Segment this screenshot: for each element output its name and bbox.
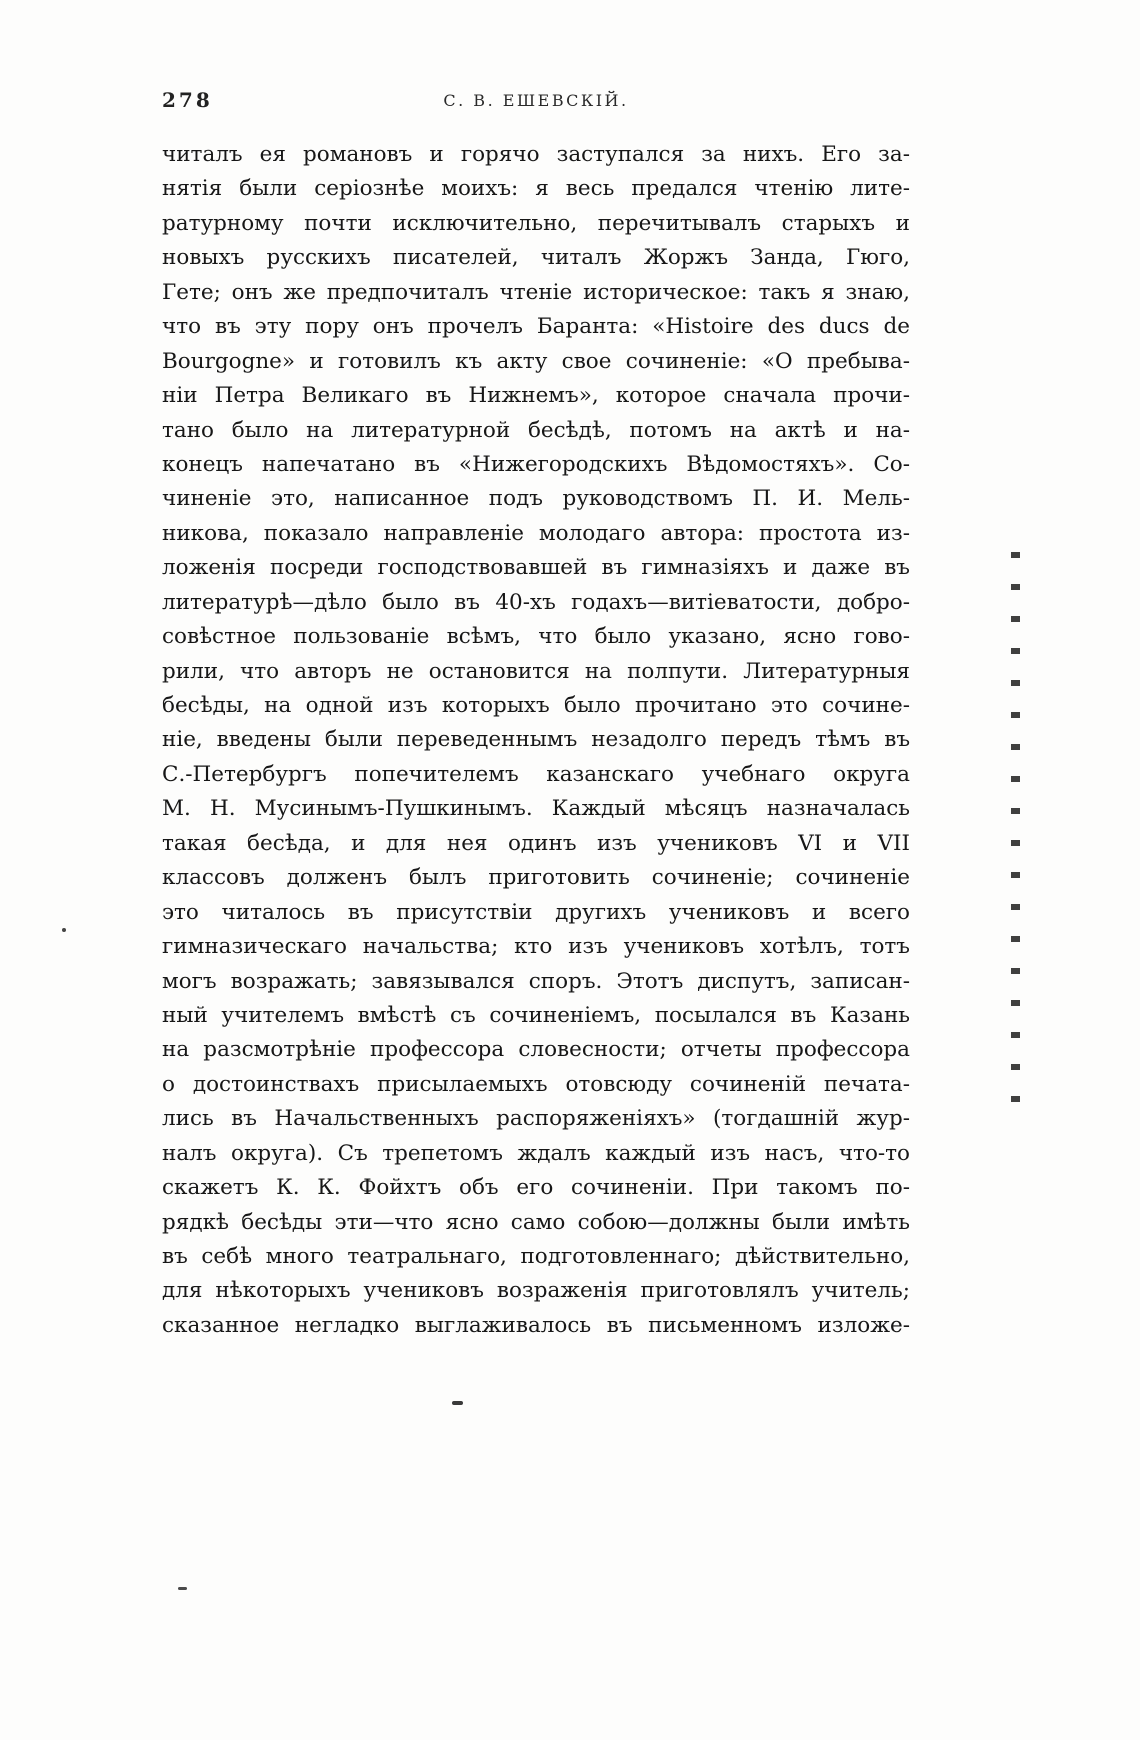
- text-line: ный учителемъ вмѣстѣ съ сочиненіемъ, посылался въ Казань: [162, 1002, 910, 1028]
- text-line: на разсмотрѣніе профессора словесности; отчеты профессора: [162, 1037, 910, 1063]
- text-line: Bourgogne» и готовилъ къ акту свое сочиненіе: «О пребыва-: [162, 348, 910, 374]
- text-line: лись въ Начальственныхъ распоряженіяхъ» (тогдашній жур-: [162, 1106, 910, 1132]
- text-line: скажетъ К. К. Фойхтъ объ его сочиненіи. При такомъ по-: [162, 1175, 910, 1201]
- text-line: Гете; онъ же предпочиталъ чтеніе историческое: такъ я знаю,: [162, 279, 910, 305]
- scan-artifact-dash: [452, 1401, 463, 1405]
- body-text: [162, 138, 910, 1343]
- text-line: это читалось въ присутствіи другихъ учениковъ и всего: [162, 899, 910, 925]
- text-line: рядкѣ бесѣды эти—что ясно само собою—должны были имѣть: [162, 1209, 910, 1235]
- scan-artifact-dash: [178, 1587, 187, 1590]
- text-line: конецъ напечатано въ «Нижегородскихъ Вѣдомостяхъ». Со-: [162, 451, 910, 477]
- text-line: тано было на литературной бесѣдѣ, потомъ на актѣ и на-: [162, 417, 910, 443]
- text-line: о достоинствахъ присылаемыхъ отовсюду сочиненій печата-: [162, 1071, 910, 1097]
- page-content: [162, 88, 910, 1343]
- text-line: совѣстное пользованіе всѣмъ, что было указано, ясно гово-: [162, 624, 910, 650]
- text-line: никова, показало направленіе молодаго автора: простота из-: [162, 520, 910, 546]
- text-line: ратурному почти исключительно, перечитывалъ старыхъ и: [162, 210, 910, 236]
- text-line: С.-Петербургъ попечителемъ казанскаго учебнаго округа: [162, 761, 910, 787]
- text-line: бесѣды, на одной изъ которыхъ было прочитано это сочине-: [162, 693, 910, 718]
- text-line: такая бесѣда, и для нея одинъ изъ учениковъ VI и VII: [162, 830, 910, 856]
- text-line: могъ возражать; завязывался споръ. Этотъ диспутъ, записан-: [162, 968, 910, 994]
- text-line: литературѣ—дѣло было въ 40-хъ годахъ—витіеватости, добро-: [162, 589, 910, 615]
- text-line: для нѣкоторыхъ учениковъ возраженія приготовлялъ учитель;: [162, 1278, 910, 1304]
- text-line: ніи Петра Великаго въ Нижнемъ», которое сначала прочи-: [162, 383, 910, 409]
- scan-edge-bleed-artifact: [1011, 552, 1020, 1108]
- text-line: новыхъ русскихъ писателей, читалъ Жоржъ Занда, Гюго,: [162, 245, 910, 271]
- text-line: что въ эту пору онъ прочелъ Баранта: «Histoire des ducs de: [162, 314, 910, 340]
- text-line: гимназическаго начальства; кто изъ учениковъ хотѣлъ, тотъ: [162, 934, 910, 960]
- text-line: нятія были серіознѣе моихъ: я весь предался чтенію лите-: [162, 176, 910, 202]
- text-line: налъ округа). Съ трепетомъ ждалъ каждый изъ насъ, что-то: [162, 1140, 910, 1166]
- text-line: классовъ долженъ былъ приготовить сочиненіе; сочиненіе: [162, 865, 910, 891]
- running-head-title: С. В. ЕШЕВСКІЙ.: [443, 91, 629, 110]
- text-line: читалъ ея романовъ и горячо заступался за нихъ. Его за-: [162, 142, 910, 167]
- text-line: въ себѣ много театральнаго, подготовленнаго; дѣйствительно,: [162, 1244, 910, 1269]
- scan-artifact-dot: [62, 928, 66, 932]
- text-line: рили, что авторъ не остановится на полпути. Литературныя: [162, 658, 910, 684]
- running-head: [162, 88, 910, 118]
- text-line: сказанное негладко выглаживалось въ письменномъ изложе-: [162, 1312, 910, 1338]
- text-line: чиненіе это, написанное подъ руководствомъ П. И. Мель-: [162, 486, 910, 512]
- page-number: 278: [162, 88, 213, 112]
- text-line: М. Н. Мусинымъ-Пушкинымъ. Каждый мѣсяцъ назначалась: [162, 796, 910, 822]
- text-line: ніе, введены были переведеннымъ незадолго передъ тѣмъ въ: [162, 727, 910, 753]
- text-line: ложенія посреди господствовавшей въ гимназіяхъ и даже въ: [162, 555, 910, 581]
